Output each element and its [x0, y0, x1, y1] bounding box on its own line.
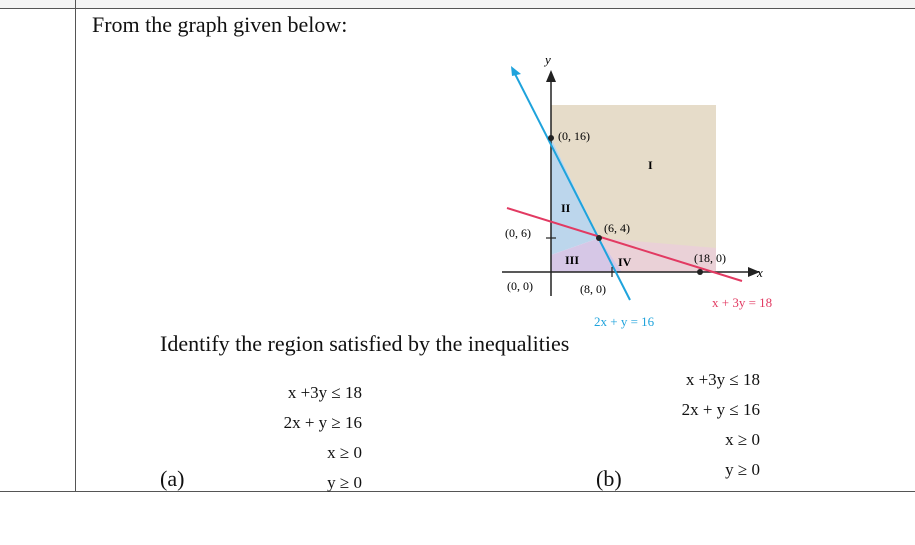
point-18-0	[697, 269, 703, 275]
label-0-6: (0, 6)	[505, 226, 531, 240]
region-II-label: II	[561, 201, 571, 215]
option-a-line-2: 2x + y ≥ 16	[283, 413, 362, 432]
region-III-label: III	[565, 253, 580, 267]
option-b-line-1: x +3y ≤ 18	[685, 370, 760, 389]
option-a-line-4: y ≥ 0	[327, 473, 362, 492]
region-I-label: I	[648, 158, 653, 172]
label-0-0: (0, 0)	[507, 279, 533, 293]
blue-line-arrow-icon	[511, 66, 521, 76]
label-0-16: (0, 16)	[558, 129, 590, 143]
point-6-4	[596, 235, 602, 241]
blue-line-equation: 2x + y = 16	[594, 314, 655, 329]
option-b-inequalities	[632, 365, 760, 485]
x-axis-label: x	[757, 265, 763, 280]
option-b-line-2: 2x + y ≤ 16	[681, 400, 760, 419]
label-6-4: (6, 4)	[604, 221, 630, 235]
option-a-inequalities	[250, 378, 362, 498]
identify-prompt: Identify the region satisfied by the inequalities	[160, 331, 570, 356]
option-a-label: (a)	[160, 466, 185, 491]
option-a-line-1: x +3y ≤ 18	[287, 383, 362, 402]
red-line-equation: x + 3y = 18	[712, 295, 773, 310]
option-a-line-3: x ≥ 0	[327, 443, 362, 462]
question-text: From the graph given below:	[92, 12, 348, 37]
label-18-0: (18, 0)	[694, 251, 726, 265]
option-b-line-3: x ≥ 0	[725, 430, 760, 449]
point-0-16	[548, 135, 554, 141]
option-b-line-4: y ≥ 0	[725, 460, 760, 479]
option-b-label: (b)	[596, 466, 622, 491]
y-axis-label: y	[545, 52, 551, 67]
label-8-0: (8, 0)	[580, 282, 606, 296]
y-axis-arrow-icon	[546, 70, 556, 82]
region-IV-label: IV	[618, 255, 632, 269]
